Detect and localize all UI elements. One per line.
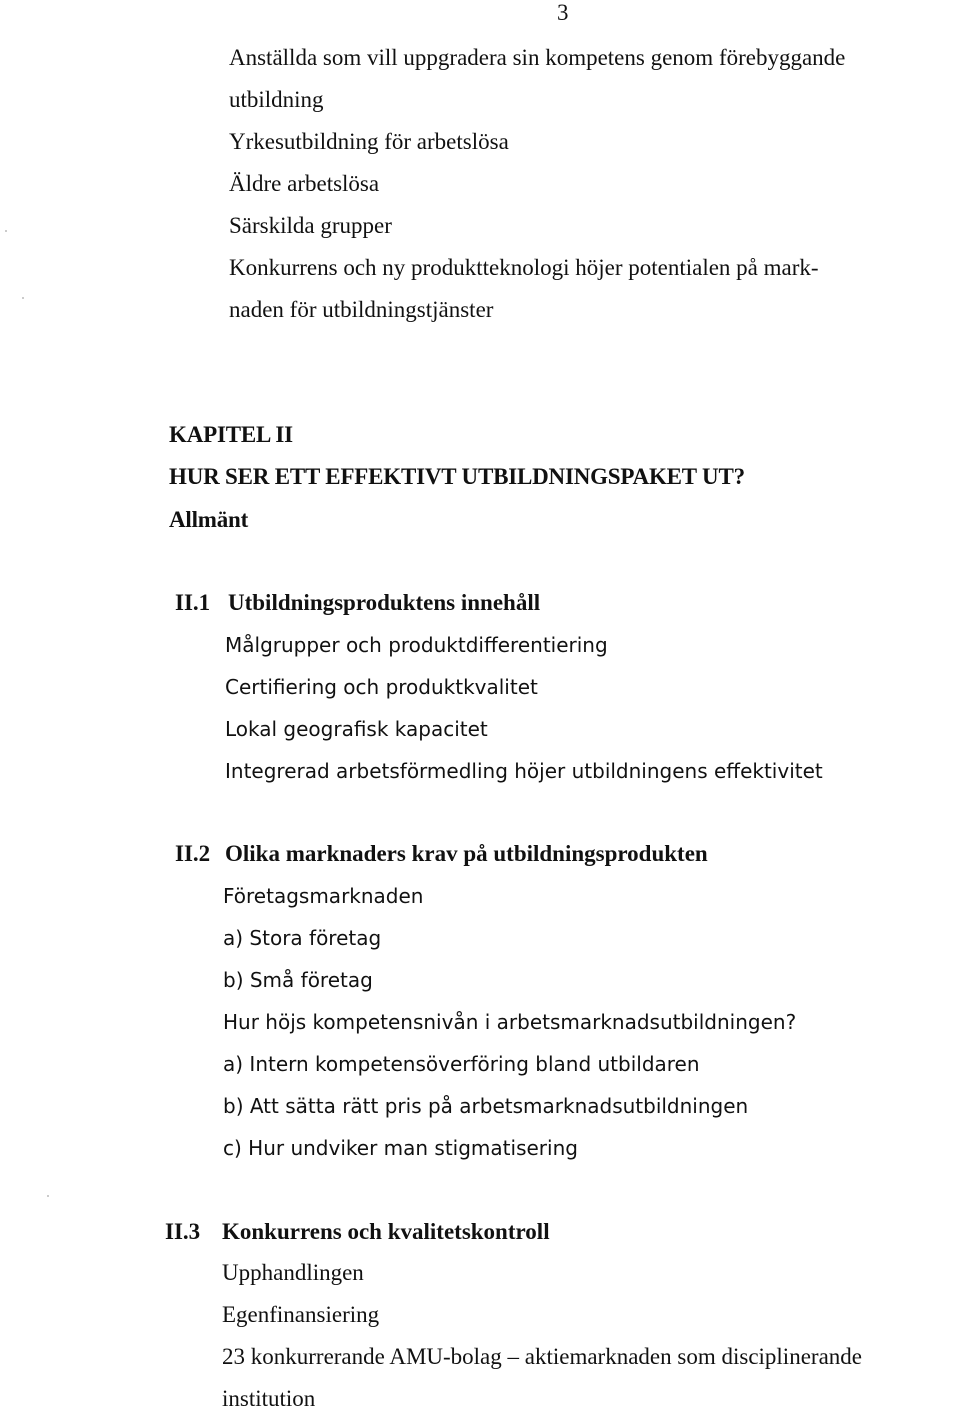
- section-item: Upphandlingen: [222, 1260, 364, 1285]
- section-item: Företagsmarknaden: [223, 884, 424, 908]
- intro-line: Särskilda grupper: [229, 213, 392, 238]
- section-item: b) Små företag: [223, 968, 373, 992]
- intro-line: Konkurrens och ny produktteknologi höjer potentialen på mark-: [229, 255, 819, 280]
- section-number: II.1: [175, 590, 211, 615]
- chapter-label: KAPITEL II: [169, 422, 293, 447]
- chapter-title: HUR SER ETT EFFEKTIVT UTBILDNINGSPAKET UT?: [169, 464, 745, 489]
- section-item: Målgrupper och produktdifferentiering: [225, 633, 608, 657]
- section-item: b) Att sätta rätt pris på arbetsmarknadsutbildningen: [223, 1094, 749, 1118]
- intro-line: utbildning: [229, 87, 324, 112]
- scan-speck: [47, 1195, 49, 1197]
- section-item: Egenfinansiering: [222, 1302, 380, 1327]
- intro-line: Anställda som vill uppgradera sin kompetens genom förebyggande: [229, 45, 846, 70]
- intro-line: Äldre arbetslösa: [229, 171, 380, 196]
- section-number: II.2: [175, 841, 211, 866]
- section-item: c) Hur undviker man stigmatisering: [223, 1136, 578, 1160]
- section-item: Certifiering och produktkvalitet: [225, 675, 538, 699]
- section-title: Olika marknaders krav på utbildningsprodukten: [225, 841, 708, 866]
- section-item: institution: [222, 1386, 316, 1411]
- section-item: Hur höjs kompetensnivån i arbetsmarknadsutbildningen?: [223, 1010, 797, 1034]
- section-item: Lokal geografisk kapacitet: [225, 717, 488, 741]
- section-item: a) Intern kompetensöverföring bland utbildaren: [223, 1052, 700, 1076]
- scan-speck: [22, 297, 24, 299]
- section-title: Konkurrens och kvalitetskontroll: [222, 1219, 550, 1244]
- section-item: a) Stora företag: [223, 926, 382, 950]
- section-item: 23 konkurrerande AMU-bolag – aktiemarknaden som disciplinerande: [222, 1344, 862, 1369]
- section-item: Integrerad arbetsförmedling höjer utbildningens effektivitet: [225, 759, 823, 783]
- intro-line: naden för utbildningstjänster: [229, 297, 494, 322]
- scan-speck: [5, 230, 7, 232]
- intro-line: Yrkesutbildning för arbetslösa: [229, 129, 509, 154]
- page-number: 3: [557, 0, 569, 25]
- chapter-subtitle: Allmänt: [169, 507, 249, 532]
- section-title: Utbildningsproduktens innehåll: [228, 590, 541, 615]
- section-number: II.3: [165, 1219, 201, 1244]
